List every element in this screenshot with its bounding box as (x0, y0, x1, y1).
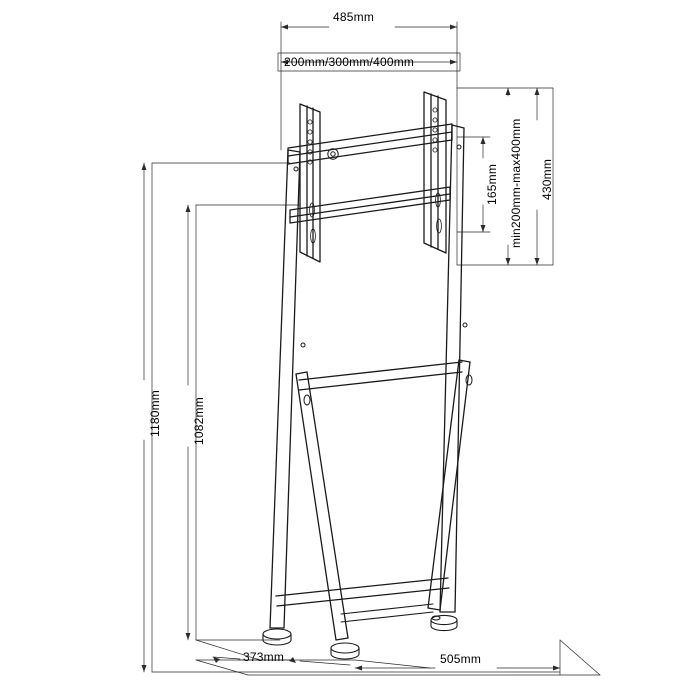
dim-bracket-inner-height: 165mm (485, 163, 499, 205)
dim-base-depth: 373mm (243, 650, 285, 664)
dim-bracket-height: 430mm (540, 158, 554, 200)
dim-vesa-horizontal: 200mm/300mm/400mm (284, 55, 415, 69)
dim-screen-center-height: 1082mm (192, 397, 206, 445)
dim-base-width: 505mm (440, 652, 482, 666)
dim-top-width: 485mm (333, 10, 375, 24)
dim-overall-height: 1180mm (148, 390, 162, 437)
dim-vesa-vertical-range: min200mm-max400mm (509, 118, 523, 248)
